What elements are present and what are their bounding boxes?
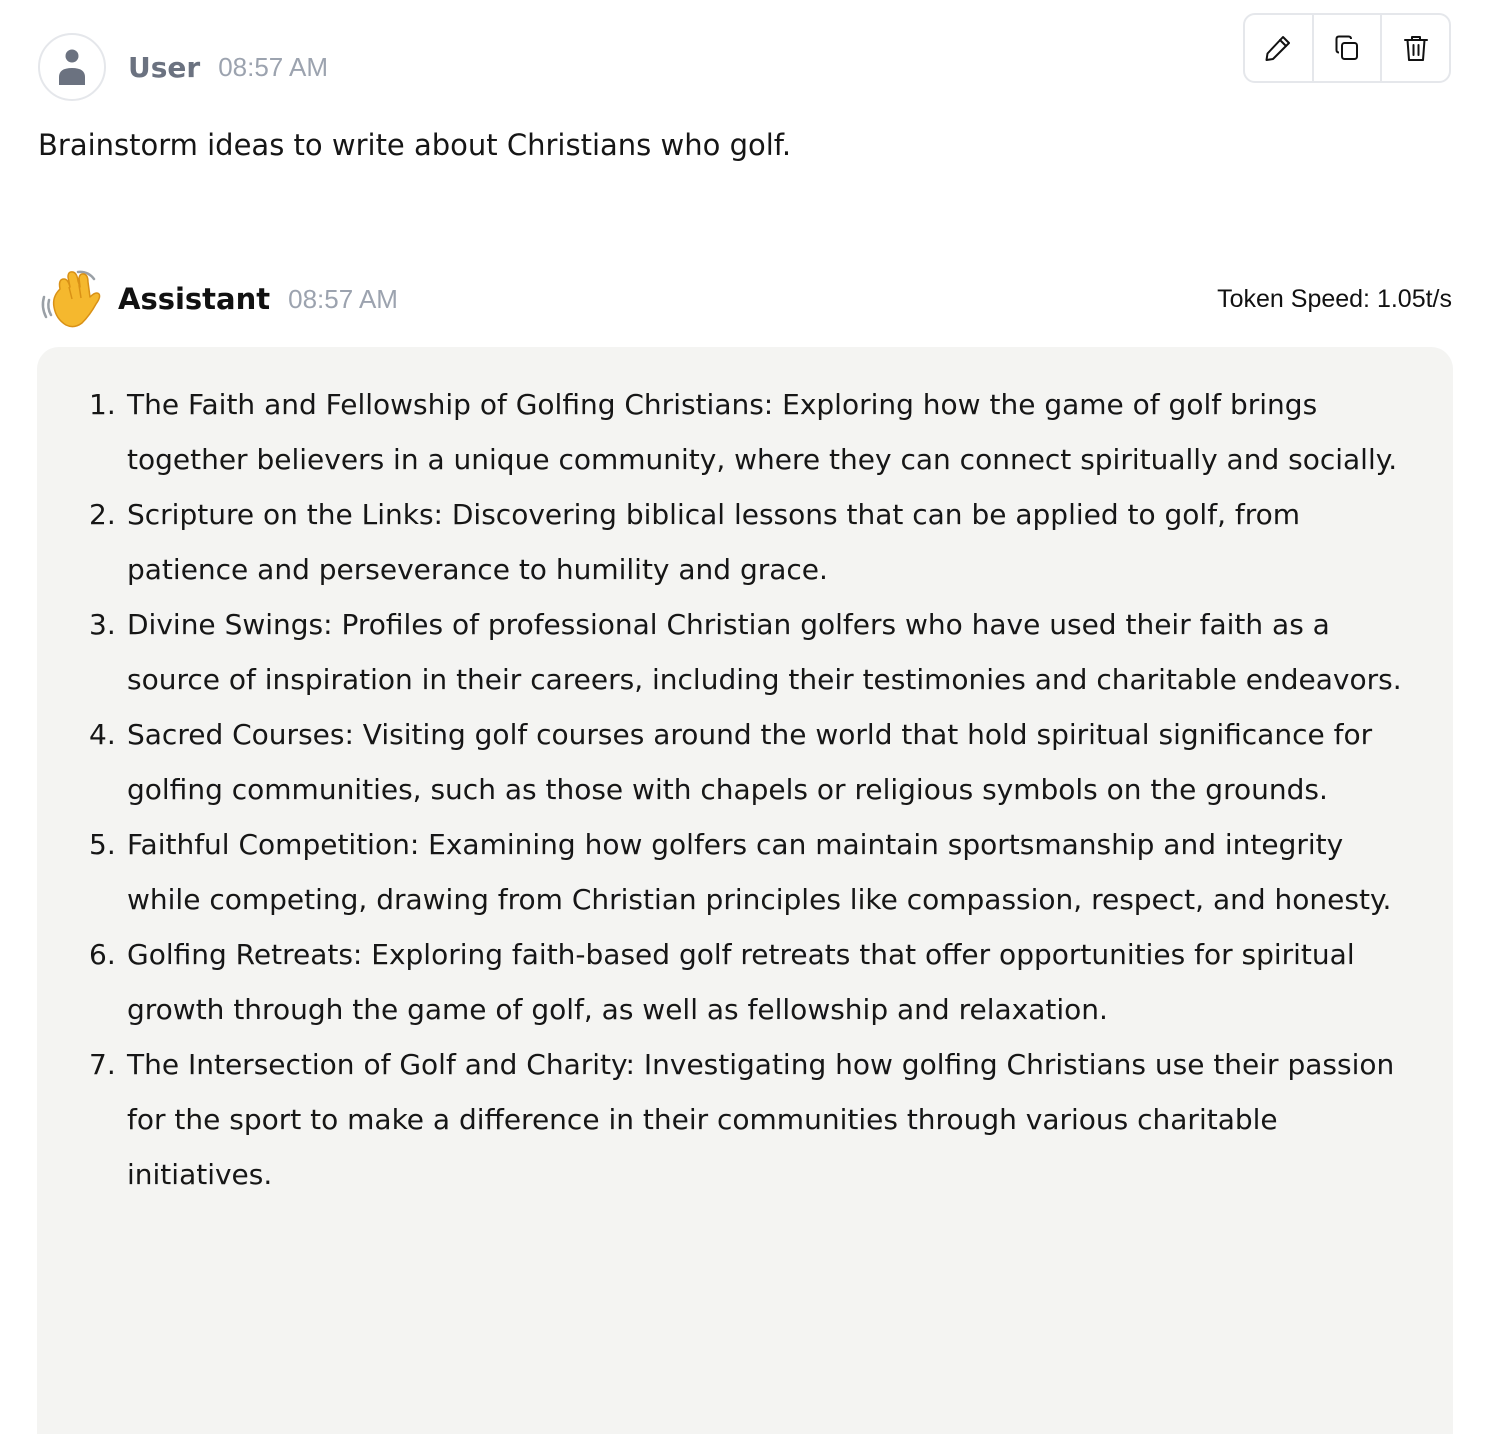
user-message-text: Brainstorm ideas to write about Christians who golf. — [38, 128, 792, 162]
list-item — [37, 597, 1415, 707]
copy-button[interactable] — [1314, 15, 1383, 81]
list-item-text: Divine Swings: Profiles of professional Christian golfers who have used their faith as a source of inspiration in their careers, including their testimonies and charitable endeavors. — [127, 608, 1402, 696]
list-item-number: 3. — [89, 608, 116, 641]
user-message-header — [38, 31, 328, 103]
delete-button[interactable] — [1382, 15, 1449, 81]
copy-icon — [1332, 33, 1362, 63]
waving-hand-icon — [38, 267, 102, 331]
list-item-text: The Faith and Fellowship of Golfing Christians: Exploring how the game of golf brings together believers in a unique community, where they can connect spiritually and socially. — [127, 388, 1398, 476]
user-avatar-icon — [38, 33, 106, 101]
user-name: User — [128, 50, 201, 84]
assistant-message-body — [37, 347, 1453, 1434]
assistant-message-time: 08:57 AM — [288, 283, 398, 314]
list-item — [37, 487, 1415, 597]
message-actions — [1243, 13, 1451, 83]
list-item — [37, 1037, 1415, 1202]
list-item-text: Scripture on the Links: Discovering biblical lessons that can be applied to golf, from patience and perseverance to humility and grace. — [127, 498, 1301, 586]
list-item-text: The Intersection of Golf and Charity: Investigating how golfing Christians use their passion for the sport to make a difference in their communities through various charitable initiatives. — [127, 1048, 1395, 1191]
assistant-message-header — [38, 264, 1452, 334]
idea-list — [37, 377, 1415, 1202]
list-item — [37, 377, 1415, 487]
token-speed: Token Speed: 1.05t/s — [1217, 284, 1452, 313]
list-item-number: 4. — [89, 718, 116, 751]
list-item-text: Golfing Retreats: Exploring faith-based golf retreats that offer opportunities for spiritual growth through the game of golf, as well as fellowship and relaxation. — [127, 938, 1355, 1026]
user-message-time: 08:57 AM — [218, 51, 329, 82]
list-item-text: Sacred Courses: Visiting golf courses around the world that hold spiritual significance for golfing communities, such as those with chapels or religious symbols on the grounds. — [127, 718, 1373, 806]
pencil-icon — [1263, 33, 1293, 63]
edit-button[interactable] — [1245, 15, 1314, 81]
list-item — [37, 817, 1415, 927]
trash-icon — [1401, 33, 1431, 63]
list-item-number: 2. — [89, 498, 116, 531]
list-item-number: 7. — [89, 1048, 116, 1081]
list-item — [37, 927, 1415, 1037]
list-item-text: Faithful Competition: Examining how golfers can maintain sportsmanship and integrity while competing, drawing from Christian principles like compassion, respect, and honesty. — [127, 828, 1392, 916]
list-item-number: 1. — [89, 388, 116, 421]
list-item-number: 5. — [89, 828, 116, 861]
list-item — [37, 707, 1415, 817]
assistant-name: Assistant — [118, 282, 271, 316]
list-item-number: 6. — [89, 938, 116, 971]
